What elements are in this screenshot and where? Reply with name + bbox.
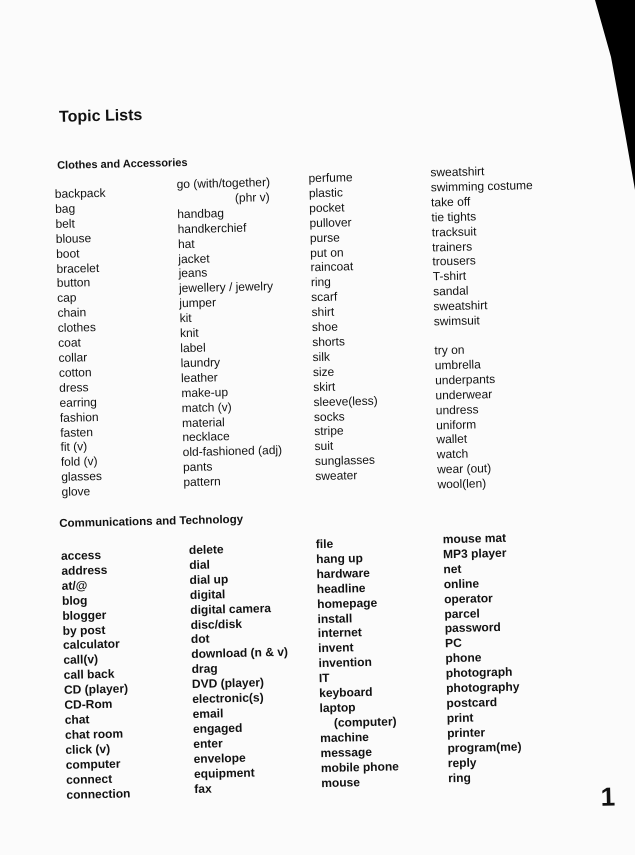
word-item: uniform xyxy=(435,416,477,432)
word-item: parcel xyxy=(444,605,480,621)
word-item: coat xyxy=(58,335,82,350)
word-item: invention xyxy=(318,655,373,671)
word-item: chat xyxy=(64,712,90,727)
word-item: download (n & v) xyxy=(191,645,289,662)
word-item: collar xyxy=(58,350,88,365)
word-item: suit xyxy=(314,439,334,454)
word-item: by post xyxy=(62,622,106,638)
word-item: glove xyxy=(61,484,91,500)
word-item: dress xyxy=(59,380,89,395)
word-item: call back xyxy=(63,666,115,683)
word-item: plastic xyxy=(308,185,344,201)
word-item: boot xyxy=(55,246,80,261)
word-item: bag xyxy=(54,201,76,216)
word-item: CD (player) xyxy=(63,681,129,698)
word-item: backpack xyxy=(54,185,106,201)
word-item: jumper xyxy=(179,295,217,311)
word-item: scarf xyxy=(311,289,338,305)
word-item: shirt xyxy=(311,304,335,320)
word-item: connection xyxy=(66,785,131,802)
page-title: Topic Lists xyxy=(58,106,143,126)
word-item: jacket xyxy=(178,250,210,266)
word-item: hang up xyxy=(315,550,363,567)
word-item: trainers xyxy=(431,239,473,254)
word-item: tie tights xyxy=(431,209,477,225)
word-item: (computer) xyxy=(333,714,397,730)
word-item: hardware xyxy=(316,565,370,581)
word-column xyxy=(316,535,400,790)
word-item: pocket xyxy=(309,200,345,216)
word-item: purse xyxy=(309,230,341,245)
word-item: glasses xyxy=(61,469,103,485)
word-item: chain xyxy=(57,305,87,321)
word-item: dial up xyxy=(189,571,229,587)
word-item: operator xyxy=(443,590,493,606)
word-item: mouse mat xyxy=(442,530,507,547)
word-item: ring xyxy=(447,770,471,785)
word-item: handkerchief xyxy=(177,220,247,236)
word-item: wool(len) xyxy=(437,476,487,492)
word-item: old-fashioned (adj) xyxy=(182,443,283,460)
word-item: reply xyxy=(447,755,477,770)
word-item: swimming costume xyxy=(430,178,533,195)
word-item: underpants xyxy=(434,371,496,388)
word-item: pullover xyxy=(309,214,352,230)
word-item: IT xyxy=(318,671,330,686)
word-item: access xyxy=(60,548,102,563)
word-item: MP3 player xyxy=(442,545,507,562)
word-item: socks xyxy=(313,408,345,424)
word-item: cap xyxy=(57,290,77,306)
word-item: perfume xyxy=(308,170,353,186)
word-item: mouse xyxy=(321,774,361,790)
word-item: homepage xyxy=(317,595,378,611)
word-item: wear (out) xyxy=(436,461,492,477)
word-item: at/@ xyxy=(61,578,88,593)
word-item: pants xyxy=(182,459,213,475)
word-item: tracksuit xyxy=(431,224,477,240)
word-item: undress xyxy=(435,401,479,417)
word-item: go (with/together) xyxy=(176,175,271,192)
word-item: chat room xyxy=(64,726,124,742)
word-item: online xyxy=(443,576,480,591)
word-item: program(me) xyxy=(447,739,522,755)
word-column xyxy=(430,163,539,492)
word-item: password xyxy=(444,620,501,636)
word-column xyxy=(443,531,523,786)
word-item: trousers xyxy=(432,253,476,269)
word-item: internet xyxy=(317,625,363,641)
word-item: postcard xyxy=(446,695,498,711)
word-item: put on xyxy=(310,244,344,260)
word-item: equipment xyxy=(193,765,255,781)
word-item: invent xyxy=(318,640,354,656)
word-item: sweatshirt xyxy=(433,298,488,314)
word-item: drag xyxy=(191,661,218,677)
word-item: digital xyxy=(189,586,226,602)
word-item: wallet xyxy=(436,432,468,447)
word-item: print xyxy=(446,710,474,726)
word-item: belt xyxy=(55,216,75,231)
word-item: sleeve(less) xyxy=(313,393,378,409)
word-item: enter xyxy=(193,736,223,751)
word-item: fit (v) xyxy=(60,439,88,455)
word-item: digital camera xyxy=(190,600,272,617)
word-item: shoe xyxy=(311,319,339,335)
word-item: file xyxy=(315,536,334,552)
word-item: fasten xyxy=(60,424,94,440)
word-item: blogger xyxy=(62,607,107,623)
word-item: shorts xyxy=(312,334,346,350)
word-item: match (v) xyxy=(181,399,232,415)
word-item: disc/disk xyxy=(190,616,243,632)
word-item: stripe xyxy=(314,423,344,439)
word-item: handbag xyxy=(177,205,225,221)
word-item: size xyxy=(312,364,335,379)
word-item: CD-Rom xyxy=(64,696,113,712)
word-item: photography xyxy=(445,679,520,696)
word-column xyxy=(55,186,113,500)
word-item: address xyxy=(61,562,108,578)
word-item: printer xyxy=(446,725,486,740)
word-item: sandal xyxy=(432,283,469,299)
word-item: click (v) xyxy=(65,741,111,757)
word-column xyxy=(308,170,379,484)
word-item: hat xyxy=(177,236,195,251)
word-item: necklace xyxy=(182,429,230,445)
word-item: sunglasses xyxy=(314,452,376,469)
word-item: kit xyxy=(179,311,192,326)
word-item: material xyxy=(181,414,225,430)
word-item: headline xyxy=(316,580,366,596)
word-item: fax xyxy=(194,781,212,796)
page-number: 1 xyxy=(600,781,616,812)
word-item: ring xyxy=(310,275,332,290)
word-item: sweater xyxy=(315,468,358,484)
word-item: fashion xyxy=(59,409,99,425)
section-heading-clothes: Clothes and Accessories xyxy=(57,156,188,172)
word-item: engaged xyxy=(192,720,243,736)
word-item: raincoat xyxy=(310,259,354,275)
word-item: laptop xyxy=(319,700,356,716)
word-item: take off xyxy=(430,194,471,210)
word-item: silk xyxy=(312,349,331,365)
word-item: earring xyxy=(59,394,98,410)
word-item: button xyxy=(56,275,91,291)
word-item: clothes xyxy=(57,320,97,336)
word-item: calculator xyxy=(62,637,120,653)
word-item: net xyxy=(443,561,462,577)
word-item: blog xyxy=(61,593,88,608)
word-item: (phr v) xyxy=(234,189,270,205)
word-item: knit xyxy=(179,325,199,341)
word-item: T-shirt xyxy=(432,268,467,284)
word-column xyxy=(189,541,291,797)
word-item: underwear xyxy=(435,386,493,403)
section-heading-communications: Communications and Technology xyxy=(59,513,244,530)
word-item: pattern xyxy=(183,474,221,490)
word-item: computer xyxy=(65,756,121,772)
word-item: DVD (player) xyxy=(191,675,265,692)
word-item: email xyxy=(192,706,224,721)
word-item: swimsuit xyxy=(433,313,480,329)
word-item: skirt xyxy=(313,379,336,394)
word-item: photograph xyxy=(445,664,513,681)
word-item: dial xyxy=(189,557,211,572)
word-item: dot xyxy=(190,632,210,647)
word-item: PC xyxy=(444,636,462,651)
word-item: electronic(s) xyxy=(192,690,264,707)
word-item: fold (v) xyxy=(60,454,98,470)
word-item: jewellery / jewelry xyxy=(178,279,274,296)
word-item: umbrella xyxy=(434,357,481,373)
word-item: leather xyxy=(180,370,218,385)
word-item: jeans xyxy=(178,265,208,281)
word-item: laundry xyxy=(180,355,221,371)
word-item: delete xyxy=(188,542,224,558)
word-item: watch xyxy=(436,446,469,462)
word-item: message xyxy=(320,744,373,760)
word-item: keyboard xyxy=(319,684,373,701)
word-item: phone xyxy=(445,650,482,666)
word-item: blouse xyxy=(55,230,92,246)
word-item: call(v) xyxy=(63,652,99,668)
word-item: make-up xyxy=(181,384,229,400)
word-item: label xyxy=(180,340,206,356)
word-column xyxy=(61,547,131,802)
word-item: sweatshirt xyxy=(430,164,485,180)
word-item: cotton xyxy=(58,365,92,380)
word-item: install xyxy=(317,610,353,626)
word-item: machine xyxy=(320,729,370,745)
word-item: connect xyxy=(65,771,113,787)
word-item: try on xyxy=(434,342,465,358)
word-column xyxy=(176,175,282,490)
word-item: bracelet xyxy=(56,260,100,276)
word-item: mobile phone xyxy=(320,758,400,775)
word-item: envelope xyxy=(193,750,246,766)
